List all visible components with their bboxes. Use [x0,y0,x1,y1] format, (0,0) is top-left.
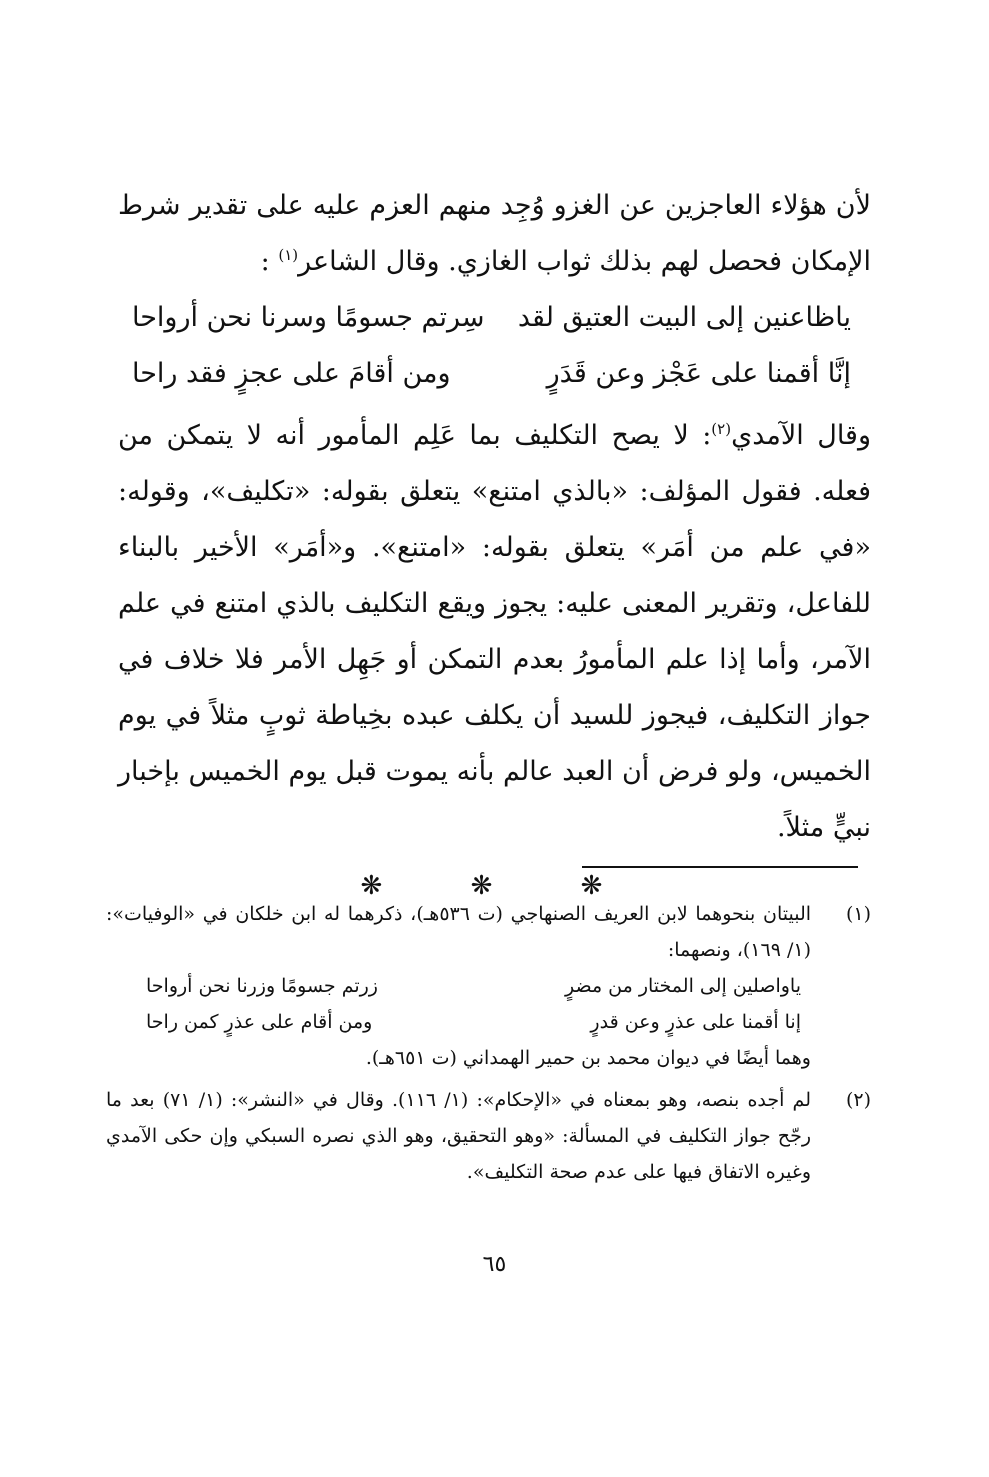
asterism-icon: ❋ [360,871,409,901]
verse-line [132,290,851,346]
paragraph-2-lead: وقال الآمدي [731,420,871,451]
verse-first-hemistich: ياظاعنين إلى البيت العتيق لقد [517,302,851,333]
verse-second-hemistich: زرتم جسومًا وزرنا نحن أرواحا [146,975,378,997]
paragraph-2-text: : لا يصح التكليف بما عَلِم المأمور أنه لا يتمكن من فعله. فقول المؤلف: «بالذي امتنع» يتعلق بقوله: «تكليف»، وقوله: «في علم من أمَر» يتعلق بقوله: «امتنع». و«أمَر» الأخير بالبناء للفاعل، وتقرير المعنى عليه: يجوز ويقع التكليف بالذي امتنع في علم الآمر، وأما إذا علم المأمورُ بعدم التمكن أو جَهِل الأمر فلا خلاف في جواز التكليف، فيجوز للسيد أن يكلف عبده بخِياطة ثوبٍ مثلاً في يوم الخميس، ولو فرض أن العبد عالم بأنه يموت قبل يوم الخميس بإخبار نبيٍّ مثلاً. [118,420,871,843]
footnote-verse-line [106,1004,811,1040]
main-text [118,178,871,906]
paragraph-1 [118,178,871,290]
footnote-number: (١) [845,903,871,925]
footnote-verse-line [106,968,811,1004]
footnote-body [106,896,811,1076]
footnote-ref-1[interactable]: (١) [278,246,299,264]
footnote-ref-2[interactable]: (٢) [711,420,732,438]
paragraph-2 [118,408,871,856]
verse-first-hemistich: ياواصلين إلى المختار من مضرٍ [564,975,801,997]
paragraph-1-text: لأن هؤلاء العاجزين عن الغزو وُجِد منهم العزم عليه على تقدير شرط الإمكان فحصل لهم بذلك ثواب الغازي. وقال الشاعر [118,190,871,277]
verse-second-hemistich: سِرتم جسومًا وسرنا نحن أرواحا [132,302,485,333]
footnote-number: (٢) [845,1089,871,1111]
footnotes [106,896,871,1196]
asterism-icon: ❋ [580,871,629,901]
verse-first-hemistich: إنا أقمنا على عذرٍ وعن قدرٍ [590,1011,801,1033]
verse-second-hemistich: ومن أقامَ على عجزٍ فقد راحا [132,358,451,389]
footnote-text: وهما أيضًا في ديوان محمد بن حمير الهمداني (ت ٦٥١هـ). [365,1047,811,1069]
page-number: ٦٥ [482,1252,507,1277]
footnote-divider [582,866,858,868]
footnote-text: البيتان بنحوهما لابن العريف الصنهاجي (ت ٥٣٦هـ)، ذكرهما له ابن خلكان في «الوفيات»: (١/ ١٦٩)، ونصهما: [106,903,812,961]
asterism-icon: ❋ [470,871,519,901]
footnote-text: لم أجده بنصه، وهو بمعناه في «الإحكام»: (١/ ١١٦). وقال في «النشر»: (١/ ٧١) بعد ما رجّح جواز التكليف في المسألة: «وهو التحقيق، وهو الذي نصره السبكي وإن حكى الآمدي وغيره الاتفاق فيها على عدم صحة التكليف». [106,1089,811,1183]
footnote-1 [106,896,871,1076]
poem [118,290,871,402]
verse-line [132,346,851,402]
footnote-2 [106,1082,871,1190]
verse-second-hemistich: ومن أقام على عذرٍ كمن راحا [146,1011,373,1033]
footnote-body [106,1082,811,1190]
verse-first-hemistich: إنَّا أقمنا على عَجْز وعن قَدَرٍ [546,358,851,389]
paragraph-1-tail: : [260,246,270,277]
